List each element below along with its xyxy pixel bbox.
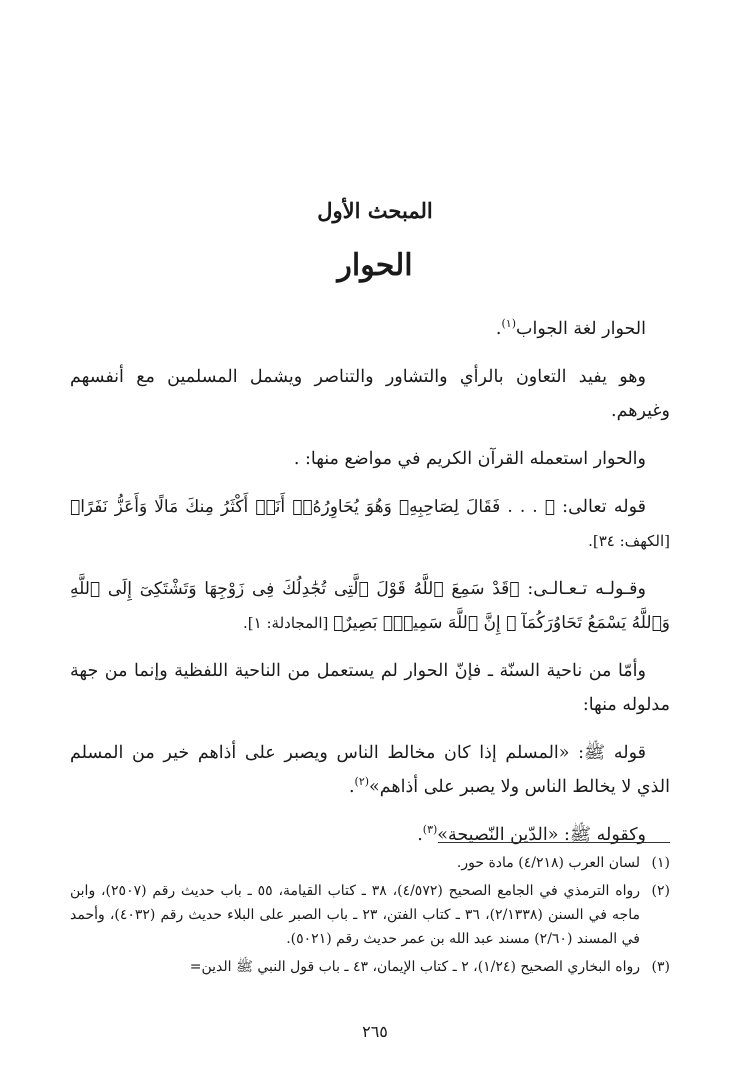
verse-reference: [المجادلة: ١]. xyxy=(243,614,334,632)
body-text xyxy=(70,312,670,866)
paragraph-meaning: وهو يفيد التعاون بالرأي والتشاور والتناصر ويشمل المسلمين مع أنفسهم وغيرهم. xyxy=(70,367,670,421)
paragraph-verse-kahf xyxy=(70,490,670,558)
hadith-text: وكقوله ﷺ: «الدّين النّصيحة» xyxy=(437,825,646,845)
paragraph-hadith-1 xyxy=(70,736,670,804)
page-number: ٢٦٥ xyxy=(362,1022,388,1041)
paragraph-sunnah: وأمّا من ناحية السنّة ـ فإنّ الحوار لم يستعمل من الناحية اللفظية وإنما من جهة مدلوله منها: xyxy=(70,661,670,715)
footnote-item xyxy=(70,955,670,979)
paragraph-end: . xyxy=(417,825,423,845)
paragraph-end: . xyxy=(495,319,502,339)
footnote-text: رواه الترمذي في الجامع الصحيح (٤/٥٧٢)، ٣٨ ـ كتاب القيامة، ٥٥ ـ باب حديث رقم (٢٥٠٧)، وابن ماجه في السنن (٢/١٣٣٨)، ٣٦ ـ كتاب الفتن، ٢٣ ـ باب الصبر على البلاء حديث رقم (٤٠٣٢)، وأحمد في المسند (٢/٦٠) مسند عبد الله بن عمر حديث رقم (٥٠٢١). xyxy=(70,883,641,947)
footnote-ref-3: (٣) xyxy=(422,823,438,837)
footnote-number: (١) xyxy=(651,855,670,871)
paragraph-definition xyxy=(70,312,670,346)
footnote-item xyxy=(70,879,670,951)
quran-verse: ﴿ . . . فَقَالَ لِصَاحِبِهِۦ وَهُوَ يُحَاوِرُهُۥٓ أَنَا۠ أَكْثَرُ مِنكَ مَالًا وَأَعَزُّ نَفَرًا﴾ xyxy=(70,497,555,517)
footnote-ref-2: (٢) xyxy=(354,775,370,789)
footnote-number: (٢) xyxy=(651,883,670,899)
footnote-ref-1: (١) xyxy=(501,317,516,331)
paragraph-end: . xyxy=(348,777,355,797)
paragraph-text: الحوار لغة الجواب xyxy=(516,319,646,339)
verse-intro: قوله تعالى: xyxy=(554,497,646,517)
footnotes xyxy=(70,851,670,983)
footnote-item xyxy=(70,851,670,875)
verse-intro: وقـولـه تـعـالـى: xyxy=(519,579,647,599)
footnote-number: (٣) xyxy=(651,959,670,975)
footnote-divider xyxy=(438,842,670,843)
verse-reference: [الكهف: ٣٤]. xyxy=(588,532,670,550)
quran-verse: ﴿قَدْ سَمِعَ ٱللَّهُ قَوْلَ ٱلَّتِى تُجَٰدِلُكَ فِى زَوْجِهَا وَتَشْتَكِىٓ إِلَى ٱللَّهِ وَٱللَّهُ يَسْمَعُ تَحَاوُرَكُمَآ ۚ إِنَّ ٱللَّهَ سَمِيعٌۢ بَصِيرٌ﴾ xyxy=(70,579,670,633)
hadith-text: قوله ﷺ: «المسلم إذا كان مخالط الناس ويصبر على أذاهم خير من المسلم الذي لا يخالط الناس ولا يصبر على أذاهم» xyxy=(70,743,670,797)
paragraph-verse-mujadila xyxy=(70,572,670,640)
paragraph-hadith-2 xyxy=(70,818,670,852)
footnote-text: لسان العرب (٤/٢١٨) مادة حور. xyxy=(456,855,640,871)
paragraph-quran-usage: والحوار استعمله القرآن الكريم في مواضع منها: . xyxy=(293,449,646,469)
footnote-text: رواه البخاري الصحيح (١/٢٤)، ٢ ـ كتاب الإيمان، ٤٣ ـ باب قول النبي ﷺ الدين= xyxy=(189,959,640,975)
section-heading: المبحث الأول xyxy=(317,198,433,223)
page-title: الحوار xyxy=(337,248,413,283)
